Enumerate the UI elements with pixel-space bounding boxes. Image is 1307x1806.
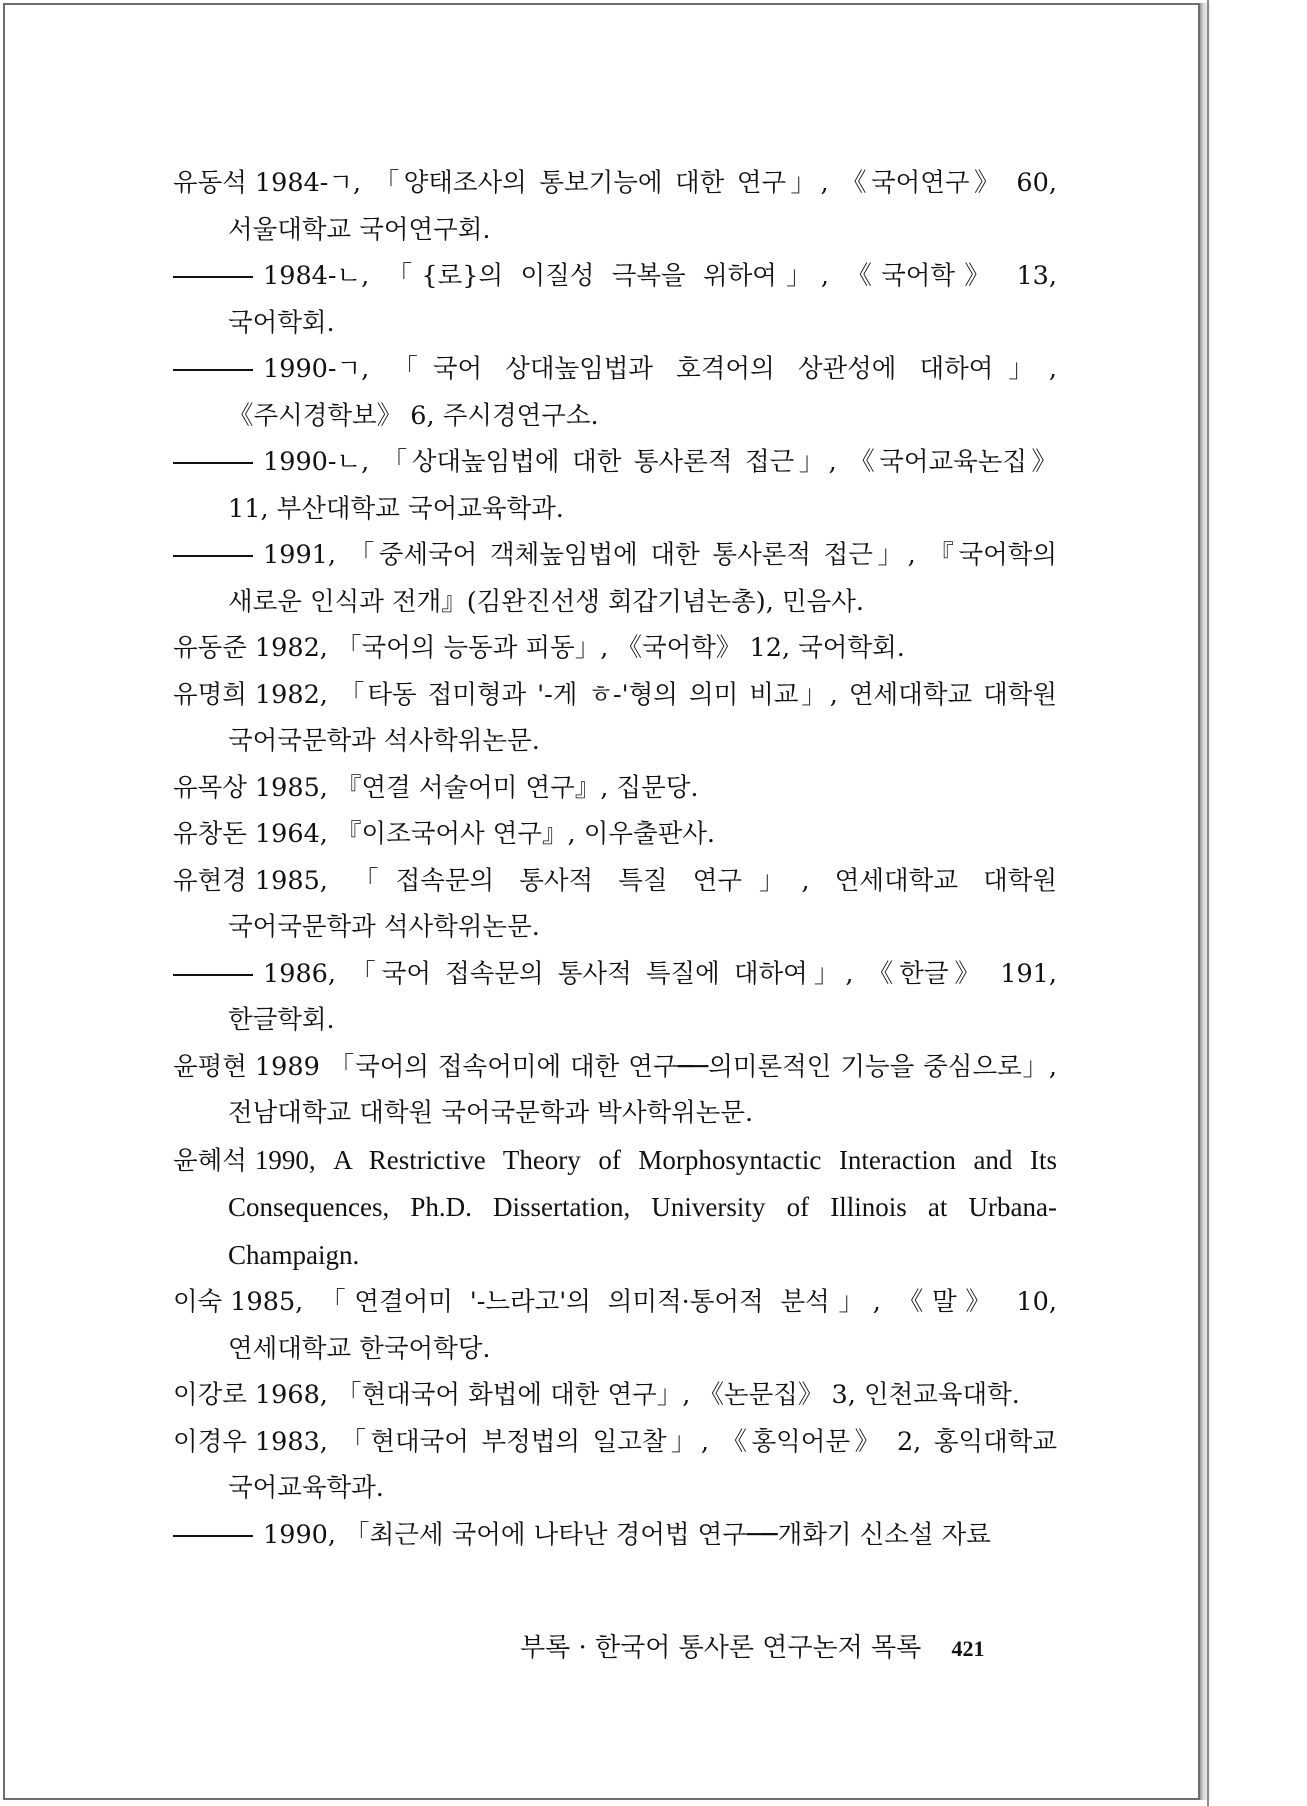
bibliography-entry	[173, 532, 1057, 625]
page-footer	[520, 1628, 1040, 1669]
entry-author: 유창돈	[173, 819, 247, 849]
entry-citation: 1991, 「중세국어 객체높임법에 대한 통사론적 접근」, 『국어학의 새로운 인식과 전개』(김완진선생 회갑기념논총), 민음사.	[228, 540, 1057, 617]
entry-citation: 1989 「국어의 접속어미에 대한 연구──의미론적인 기능을 중심으로」, 전남대학교 대학원 국어국문학과 박사학위논문.	[228, 1051, 1057, 1128]
bibliography-entry	[173, 1512, 1057, 1559]
entry-citation: 1964, 『이조국어사 연구』, 이우출판사.	[254, 819, 716, 849]
bibliography-list	[173, 160, 1057, 1558]
entry-citation: 1985, 「연결어미 '-느라고'의 의미적·통어적 분석」, 《말》 10, 연세대학교 한국어학당.	[228, 1287, 1057, 1364]
entry-author: 윤혜석	[173, 1145, 247, 1176]
bibliography-entry	[173, 811, 1057, 858]
bibliography-entry	[173, 672, 1057, 765]
entry-citation: 1990, 「최근세 국어에 나타난 경어법 연구──개화기 신소설 자료	[263, 1519, 991, 1550]
entry-citation: 1986, 「국어 접속문의 통사적 특질에 대하여」, 《한글》 191, 한글학회.	[228, 958, 1057, 1035]
entry-citation: 1990-ㄴ, 「상대높임법에 대한 통사론적 접근」, 《국어교육논집》 11, 부산대학교 국어교육학과.	[228, 447, 1057, 524]
entry-author: 이숙	[173, 1287, 223, 1317]
entry-citation: 1983, 「현대국어 부정법의 일고찰」, 《홍익어문》 2, 홍익대학교 국어교육학과.	[228, 1426, 1057, 1503]
entry-citation: 1985, 「접속문의 통사적 특질 연구」, 연세대학교 대학원 국어국문학과 석사학위논문.	[228, 865, 1057, 942]
page-edge-line	[1207, 0, 1209, 1806]
entry-author: 유명희	[173, 679, 247, 710]
entry-citation: 1984-ㄱ, 「양태조사의 통보기능에 대한 연구」, 《국어연구》 60, 서울대학교 국어연구회.	[228, 168, 1057, 245]
entry-citation: 1982, 「국어의 능동과 피동」, 《국어학》 12, 국어학회.	[254, 633, 905, 663]
bibliography-entry	[173, 1372, 1057, 1419]
same-author-dash	[173, 369, 253, 371]
entry-author: 유현경	[173, 865, 247, 896]
bibliography-entry	[173, 1137, 1057, 1280]
same-author-dash	[173, 276, 253, 278]
same-author-dash	[173, 462, 253, 464]
bibliography-entry	[173, 951, 1057, 1044]
entry-author: 이강로	[173, 1380, 247, 1410]
bibliography-entry	[173, 439, 1057, 532]
page-number: 421	[951, 1636, 985, 1661]
entry-author: 유목상	[173, 772, 247, 803]
bibliography-entry	[173, 625, 1057, 672]
entry-citation: 1968, 「현대국어 화법에 대한 연구」, 《논문집》 3, 인천교육대학.	[254, 1380, 1020, 1410]
bibliography-entry	[173, 160, 1057, 253]
running-title: 부록 · 한국어 통사론 연구논저 목록	[520, 1633, 922, 1663]
bibliography-entry	[173, 858, 1057, 951]
entry-author: 윤평현	[173, 1051, 247, 1082]
same-author-dash	[173, 555, 253, 557]
bibliography-entry	[173, 765, 1057, 812]
entry-author: 유동준	[173, 633, 247, 663]
entry-author: 이경우	[173, 1426, 247, 1457]
bibliography-entry	[173, 346, 1057, 439]
same-author-dash	[173, 1535, 253, 1537]
bibliography-entry	[173, 253, 1057, 346]
entry-citation: 1984-ㄴ, 「{로}의 이질성 극복을 위하여」, 《국어학》 13, 국어학회.	[228, 261, 1057, 338]
bibliography-entry	[173, 1279, 1057, 1372]
entry-citation: 1990-ㄱ, 「국어 상대높임법과 호격어의 상관성에 대하여」, 《주시경학보》 6, 주시경연구소.	[228, 354, 1057, 431]
bibliography-entry	[173, 1044, 1057, 1137]
entry-citation: 1982, 「타동 접미형과 '-게 ㅎ-'형의 의미 비교」, 연세대학교 대학원 국어국문학과 석사학위논문.	[228, 679, 1057, 756]
same-author-dash	[173, 974, 253, 976]
entry-author: 유동석	[173, 168, 247, 198]
bibliography-entry	[173, 1419, 1057, 1512]
entry-citation: 1985, 『연결 서술어미 연구』, 집문당.	[254, 772, 699, 803]
entry-citation: 1990, A Restrictive Theory of Morphosyntactic Interaction and Its Consequences, Ph.D. Dissertation, University of Illinois at Urbana-Champaign.	[228, 1144, 1057, 1270]
page-edge-shadow	[1200, 3, 1211, 1800]
